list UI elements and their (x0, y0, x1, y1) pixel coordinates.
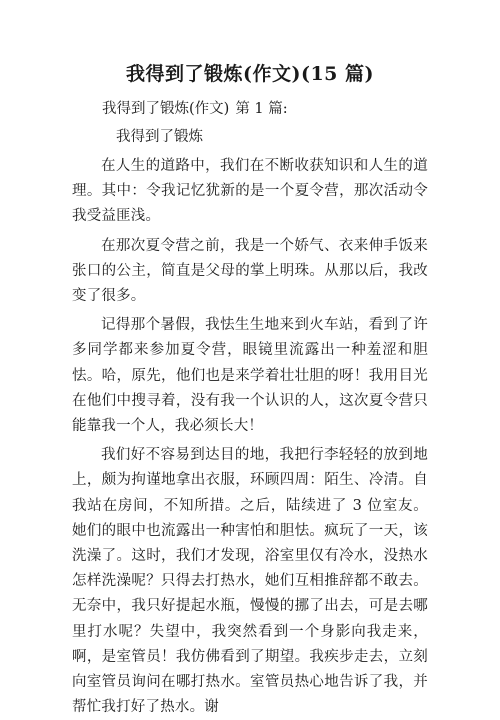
essay-title: 我得到了锻炼 (116, 129, 203, 145)
section-heading (72, 98, 428, 120)
paragraph-4: 我们好不容易到达目的地，我把行李轻轻的放到地上，颇为拘谨地拿出衣服，环顾四周：陌生、冷清。自我站在房间，不知所措。之后，陆续进了 3 位室友。她们的眼中也流露出一种害怕和胆怯。疯玩了一天，该洗澡了。这时，我们才发现，浴室里仅有冷水，没热水怎样洗澡呢？只得去打热水，她们互相推辞都不敢去。无奈中，我只好提起水瓶，慢慢的挪了出去，可是去哪里打水呢？失望中，我突然看到一个身影向我走来，啊，是室管员！我仿佛看到了期望。我疾步走去，立刻向室管员询问在哪打热水。室管员热心地告诉了我，并帮忙我打好了热水。谢 (72, 447, 428, 716)
paragraph-2: 在那次夏令营之前，我是一个娇气、衣来伸手饭来张口的公主，简直是父母的掌上明珠。从那以后，我改变了很多。 (72, 237, 428, 305)
paragraph-1: 在人生的道路中，我们在不断收获知识和人生的道理。其中：令我记忆犹新的是一个夏令营，那次活动令我受益匪浅。 (72, 158, 428, 225)
section-number: 第 1 篇: (235, 101, 288, 117)
document-title: 我得到了锻炼(作文)(15 篇) (125, 63, 374, 85)
section-heading-text: 我得到了锻炼(作文) (102, 101, 230, 117)
paragraph-3: 记得那个暑假，我怯生生地来到火车站，看到了许多同学都来参加夏令营，眼镜里流露出一种羞涩和胆怯。哈，原先，他们也是来学着壮壮胆的呀！我用目光在他们中搜寻着，没有我一个认识的人，这次夏令营只能靠我一个人，我必须长大！ (72, 317, 428, 435)
